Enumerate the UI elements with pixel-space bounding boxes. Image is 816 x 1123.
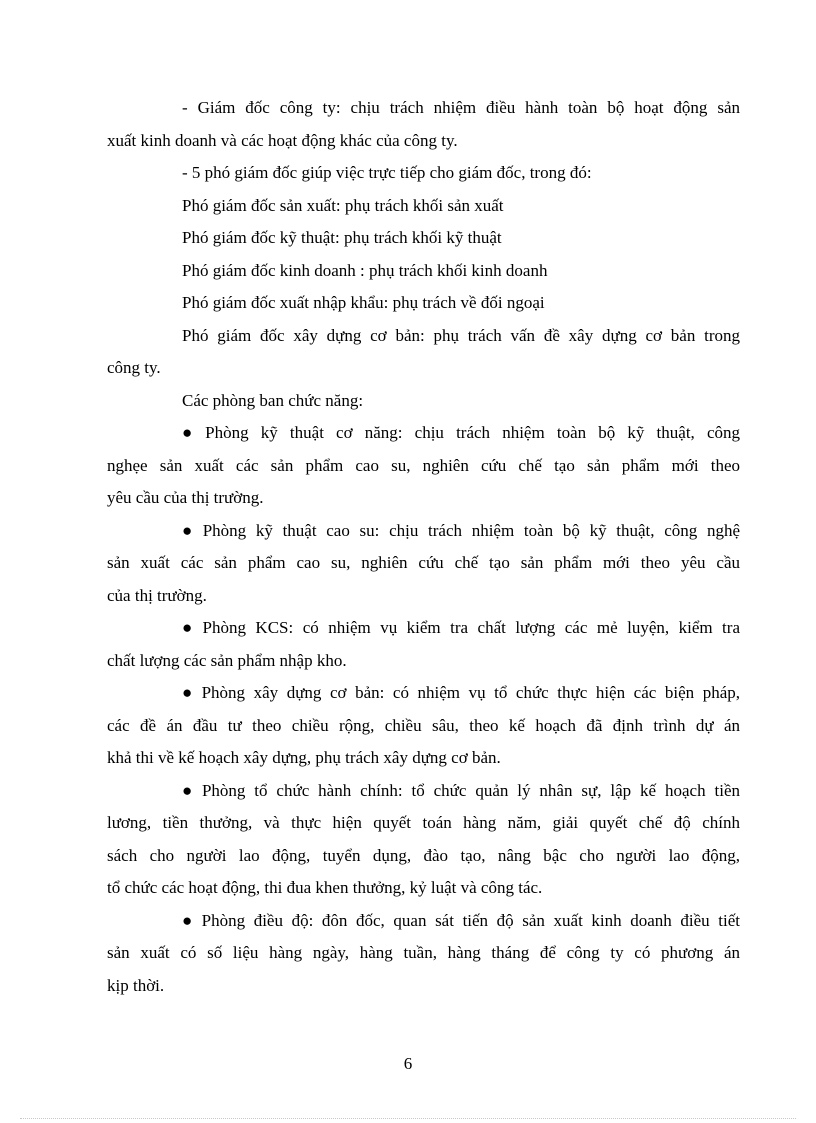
text-line: Các phòng ban chức năng: [182,390,364,410]
text-line: Phòng điều độ: đôn đốc, quan sát tiến độ sản xuất kinh doanh điều tiết [201,910,740,930]
text-line: kịp thời. [107,975,165,995]
text-line: yêu cầu của thị trường. [107,488,264,507]
bullet-line [107,677,740,710]
text-line: của thị trường. [107,585,207,605]
page-bottom-divider [20,1118,796,1119]
bullet-line [107,905,740,938]
bullet-line [107,515,740,548]
page-number: 6 [403,1054,413,1073]
bullet-line [107,417,740,450]
bullet-line [107,612,740,645]
text-line: Phòng tổ chức hành chính: tổ chức quản lý nhân sự, lập kế hoạch tiền [201,780,740,800]
text-line: sản xuất các sản phẩm cao su, nghiên cứu chế tạo sản phẩm mới theo yêu cầu [107,553,740,572]
text-line: các đề án đầu tư theo chiều rộng, chiều sâu, theo kế hoạch đã định trình dự án [107,715,740,735]
bullet-icon: ● [182,683,197,702]
text-line: chất lượng các sản phẩm nhập kho. [107,650,347,670]
bullet-icon: ● [182,423,201,442]
bullet-icon: ● [182,618,198,637]
text-line: Phòng KCS: có nhiệm vụ kiểm tra chất lượng các mẻ luyện, kiểm tra [202,618,740,637]
bullet-icon: ● [182,520,198,540]
text-line: Phó giám đốc sản xuất: phụ trách khối sản xuất [182,195,504,215]
bullet-icon: ● [182,780,197,800]
text-line: Phó giám đốc xuất nhập khẩu: phụ trách về đối ngoại [182,293,545,312]
text-line: lương, tiền thưởng, và thực hiện quyết toán hàng năm, giải quyết chế độ chính [107,813,740,832]
text-line: sách cho người lao động, tuyển dụng, đào tạo, nâng bậc cho người lao động, [107,845,740,865]
text-line: Phó giám đốc kinh doanh : phụ trách khối kinh doanh [182,260,548,280]
text-line: sản xuất có số liệu hàng ngày, hàng tuần, hàng tháng để công ty có phương án [107,943,740,962]
text-line: Phòng kỹ thuật cao su: chịu trách nhiệm toàn bộ kỹ thuật, công nghệ [202,520,740,540]
text-line: Phòng kỹ thuật cơ năng: chịu trách nhiệm toàn bộ kỹ thuật, công [205,423,740,442]
text-line: Phòng xây dựng cơ bản: có nhiệm vụ tổ chức thực hiện các biện pháp, [201,683,740,702]
bullet-line [107,775,740,808]
bullet-icon: ● [182,910,197,930]
text-line: khả thi về kế hoạch xây dựng, phụ trách xây dựng cơ bản. [107,748,501,767]
text-line: xuất kinh doanh và các hoạt động khác của công ty. [107,130,458,150]
text-line: - 5 phó giám đốc giúp việc trực tiếp cho giám đốc, trong đó: [182,163,592,182]
text-line: nghẹe sản xuất các sản phẩm cao su, nghiên cứu chế tạo sản phẩm mới theo [107,455,740,475]
text-line: tổ chức các hoạt động, thi đua khen thưởng, kỷ luật và công tác. [107,878,543,897]
body-text [107,92,740,1002]
text-line: - Giám đốc công ty: chịu trách nhiệm điều hành toàn bộ hoạt động sản [182,98,740,117]
text-line: Phó giám đốc kỹ thuật: phụ trách khối kỹ thuật [182,228,502,247]
text-line: Phó giám đốc xây dựng cơ bản: phụ trách vấn đề xây dựng cơ bản trong [182,325,740,345]
text-line: công ty. [107,358,161,377]
